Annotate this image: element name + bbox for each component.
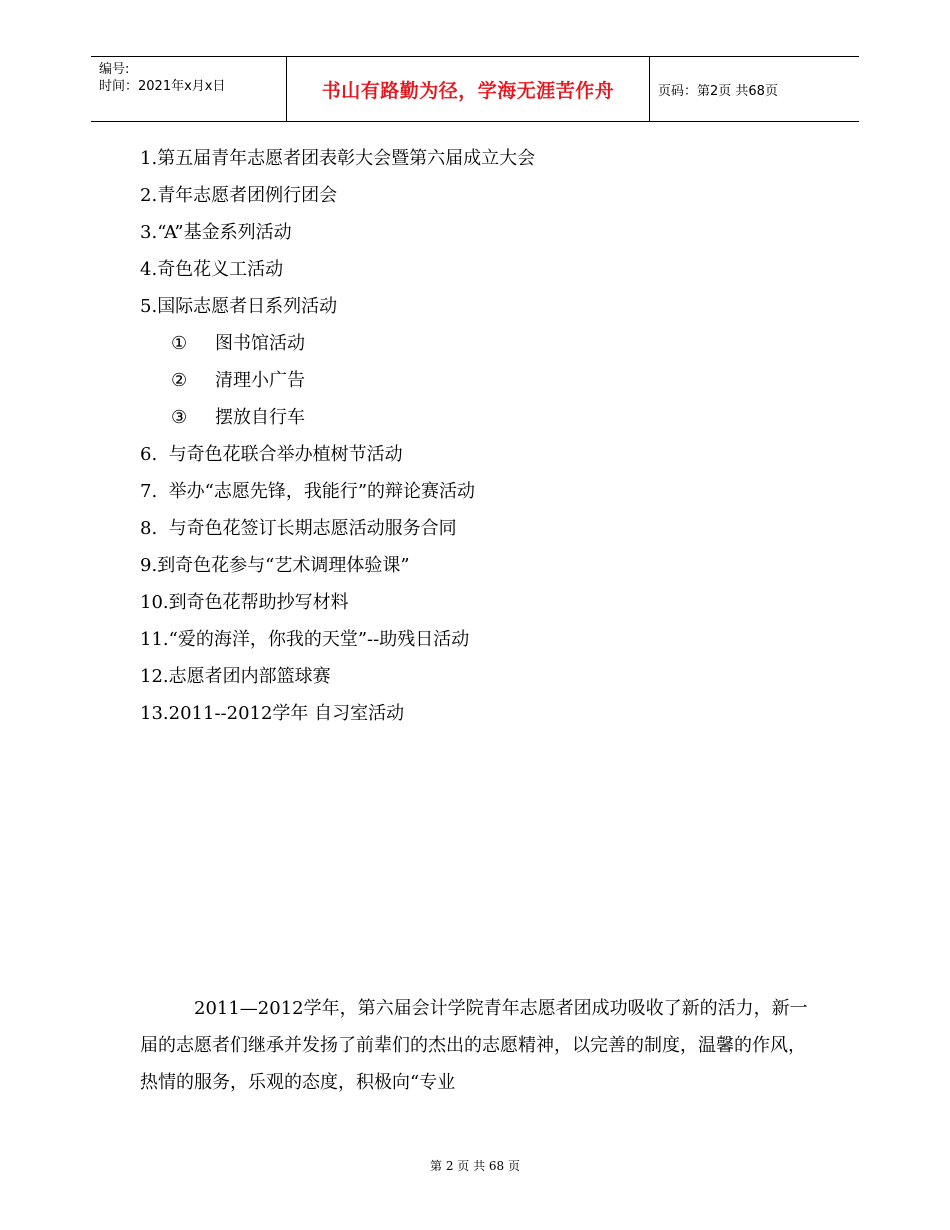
header-meta — [99, 61, 225, 95]
page-footer: 第 2 页 共 68 页 — [430, 1159, 520, 1173]
list-item — [140, 436, 840, 473]
list-item — [140, 140, 840, 177]
sub-list-item — [140, 325, 840, 362]
item-text: 与奇色花联合举办植树节活动 — [168, 444, 403, 465]
circled-number: ② — [171, 370, 188, 391]
item-number: 2. — [140, 185, 158, 206]
item-text: 2011--2012学年 自习室活动 — [168, 703, 405, 724]
item-text: 到奇色花参与“艺术调理体验课” — [157, 555, 410, 576]
header-divider — [649, 57, 650, 121]
body-paragraph: 2011—2012学年，第六届会计学院青年志愿者团成功吸收了新的活力，新一届的志愿者们继承并发扬了前辈们的杰出的志愿精神，以完善的制度，温馨的作风，热情的服务，乐观的态度，积极向“专业 — [140, 998, 808, 1093]
list-item — [140, 695, 840, 732]
sub-list-item — [140, 362, 840, 399]
item-text: 奇色花义工活动 — [157, 259, 284, 280]
activity-list — [140, 140, 840, 732]
item-text: 青年志愿者团例行团会 — [157, 185, 338, 206]
item-text: 国际志愿者日系列活动 — [157, 296, 338, 317]
circled-number: ① — [171, 333, 188, 354]
document-number-label: 编号: — [99, 62, 130, 77]
item-text: 志愿者团内部篮球赛 — [168, 666, 331, 687]
item-number: 10. — [140, 592, 169, 613]
item-number: 6. — [140, 444, 169, 465]
item-number: 8. — [140, 518, 169, 539]
list-item — [140, 214, 840, 251]
item-text: “A”基金系列活动 — [157, 222, 292, 243]
item-text: 举办“志愿先锋，我能行”的辩论赛活动 — [168, 481, 476, 502]
item-number: 12. — [140, 666, 169, 687]
header-motto: 书山有路勤为径，学海无涯苦作舟 — [321, 79, 615, 102]
page-header — [91, 56, 859, 122]
list-item — [140, 177, 840, 214]
document-time-label: 时间：2021年x月x日 — [99, 79, 226, 94]
list-item — [140, 510, 840, 547]
item-number: 4. — [140, 259, 158, 280]
list-item — [140, 584, 840, 621]
item-text: 清理小广告 — [215, 370, 305, 391]
list-item — [140, 621, 840, 658]
item-number: 11. — [140, 629, 169, 650]
item-number: 7. — [140, 481, 169, 502]
header-page-info: 页码：第2页 共68页 — [658, 83, 778, 99]
item-number: 13. — [140, 703, 169, 724]
item-number: 5. — [140, 296, 158, 317]
item-text: 到奇色花帮助抄写材料 — [168, 592, 349, 613]
item-text: 与奇色花签订长期志愿活动服务合同 — [168, 518, 457, 539]
item-number: 9. — [140, 555, 158, 576]
sub-list-item — [140, 399, 840, 436]
item-text: 摆放自行车 — [215, 407, 305, 428]
item-text: 图书馆活动 — [215, 333, 305, 354]
list-item — [140, 658, 840, 695]
item-text: “爱的海洋，你我的天堂”--助残日活动 — [168, 629, 470, 650]
circled-number: ③ — [171, 407, 188, 428]
item-number: 1. — [140, 148, 158, 169]
item-number: 3. — [140, 222, 158, 243]
list-item — [140, 473, 840, 510]
item-text: 第五届青年志愿者团表彰大会暨第六届成立大会 — [157, 148, 536, 169]
list-item — [140, 547, 840, 584]
list-item — [140, 251, 840, 288]
list-item — [140, 288, 840, 325]
